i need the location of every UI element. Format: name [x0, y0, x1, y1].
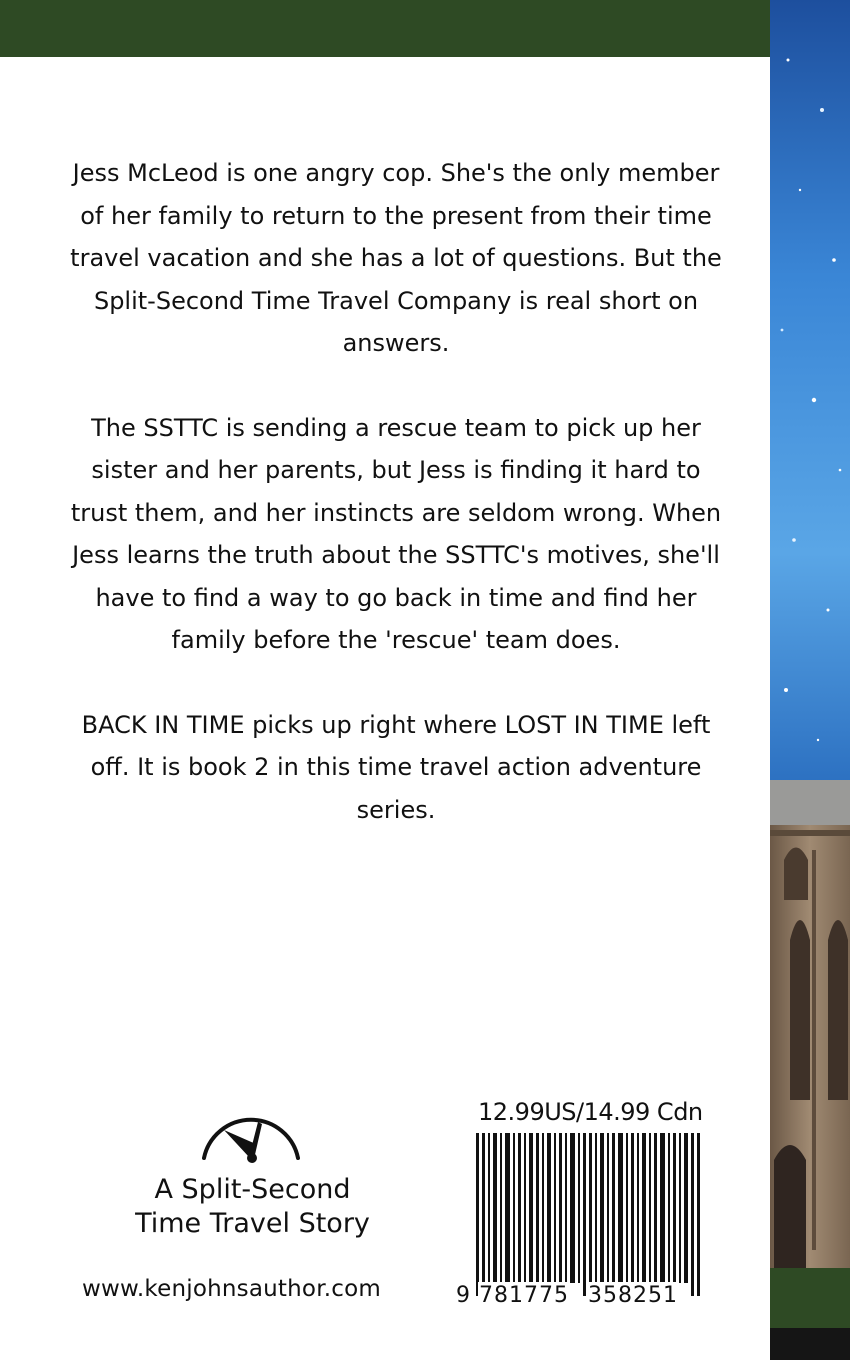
barcode-icon [472, 1133, 708, 1296]
isbn-group-1: 781775 [479, 1283, 569, 1308]
top-color-band [0, 0, 770, 57]
author-website: www.kenjohnsauthor.com [82, 1276, 381, 1302]
price-label: 12.99US/14.99 Cdn [478, 1098, 703, 1126]
series-label [100, 1173, 405, 1241]
series-label-line-1: A Split-Second [154, 1174, 351, 1205]
blurb-paragraph-2: The SSTTC is sending a rescue team to pick up her sister and her parents, but Jess is finding it hard to trust them, and her instincts are seldom wrong. When Jess learns the truth about the SSTTC's motives, she'll have to find a way to go back in time and find her family before the 'rescue' team does. [70, 413, 722, 654]
spine-artwork [770, 0, 850, 1268]
bottom-color-band [770, 1268, 850, 1328]
isbn-group-2: 358251 [588, 1283, 678, 1308]
cover-spine-image [770, 0, 850, 1268]
bottom-dark-strip [770, 1328, 850, 1360]
series-label-line-2: Time Travel Story [135, 1208, 370, 1239]
blurb-paragraph-3: BACK IN TIME picks up right where LOST IN TIME left off. It is book 2 in this time travel action adventure series. [81, 710, 711, 824]
book-blurb [70, 152, 722, 873]
isbn-lead-digit: 9 [456, 1283, 470, 1308]
blurb-paragraph-1: Jess McLeod is one angry cop. She's the only member of her family to return to the present from their time travel vacation and she has a lot of questions. But the Split-Second Time Travel Company is real short on answers. [70, 159, 722, 357]
clock-arc-icon [196, 1102, 306, 1170]
isbn-number [455, 1282, 705, 1310]
